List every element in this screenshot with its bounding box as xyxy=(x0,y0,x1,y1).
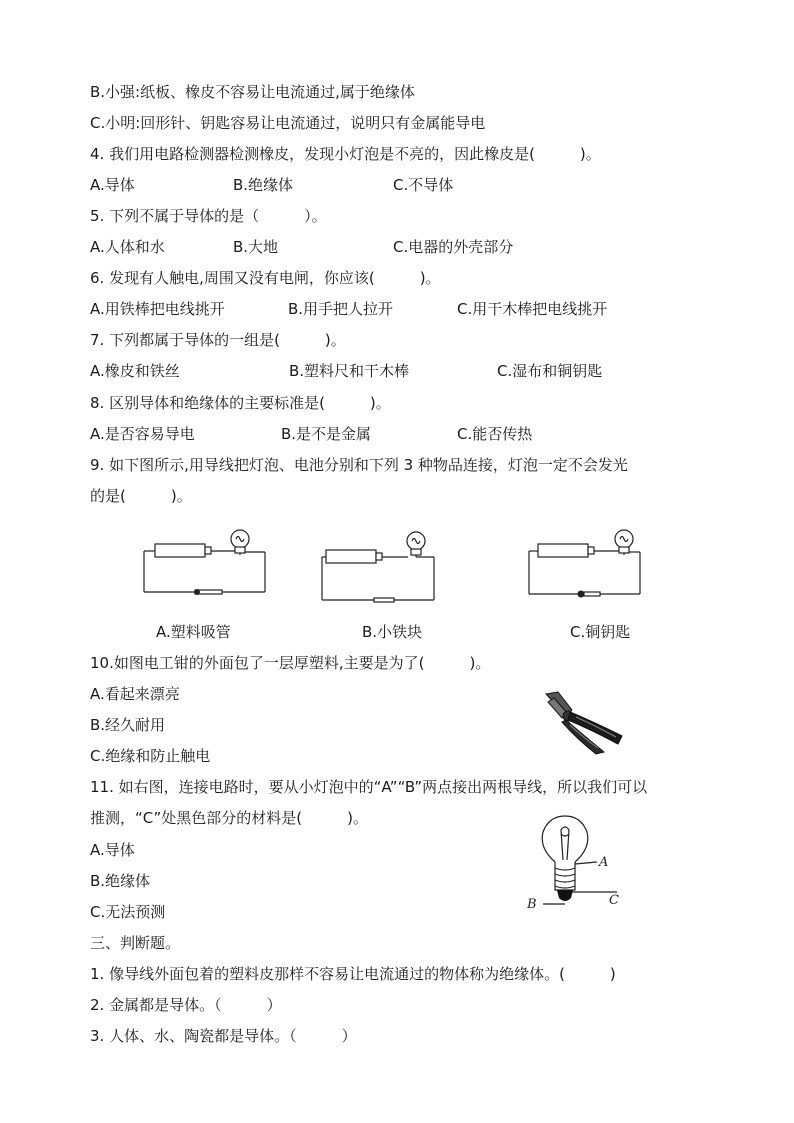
q6-option-b: B.用手把人拉开 xyxy=(288,300,394,318)
q4-stem: 4. 我们用电路检测器检测橡皮，发现小灯泡是不亮的，因此橡皮是( )。 xyxy=(90,145,601,163)
q5-option-b: B.大地 xyxy=(233,238,279,256)
q11-stem-line2: 推测，“C”处黑色部分的材料是( )。 xyxy=(90,809,368,827)
q9-stem-line1: 9. 如下图所示,用导线把灯泡、电池分别和下列 3 种物品连接，灯泡一定不会发光 xyxy=(90,456,628,474)
bulb-label-a: A xyxy=(599,855,609,870)
q6-option-a: A.用铁棒把电线挑开 xyxy=(90,300,225,318)
q11-option-b: B.绝缘体 xyxy=(90,872,151,890)
judge-1: 1. 像导线外面包着的塑料皮那样不容易让电流通过的物体称为绝缘体。( ) xyxy=(90,965,616,983)
q5-option-c: C.电器的外壳部分 xyxy=(393,238,514,256)
judge-2: 2. 金属都是导体。（ ） xyxy=(90,996,282,1014)
circuit-diagram-b xyxy=(316,522,451,607)
q7-option-c: C.湿布和铜钥匙 xyxy=(497,362,603,380)
q4-option-c: C.不导体 xyxy=(393,176,454,194)
q7-option-b: B.塑料尺和干木棒 xyxy=(289,362,410,380)
q7-stem: 7. 下列都属于导体的一组是( )。 xyxy=(90,331,346,349)
q8-option-b: B.是不是金属 xyxy=(281,425,372,443)
circuit-diagram-c xyxy=(524,522,659,607)
q4-option-a: A.导体 xyxy=(90,176,135,194)
q11-option-a: A.导体 xyxy=(90,841,135,859)
q9-caption-a: A.塑料吸管 xyxy=(156,623,231,641)
q3-option-c: C.小明:回形针、钥匙容易让电流通过，说明只有金属能导电 xyxy=(90,114,486,132)
q5-option-a: A.人体和水 xyxy=(90,238,165,256)
q6-option-c: C.用干木棒把电线挑开 xyxy=(457,300,608,318)
q6-stem: 6. 发现有人触电,周围又没有电闸，你应该( )。 xyxy=(90,269,441,287)
section-3-heading: 三、判断题。 xyxy=(90,934,181,952)
q10-stem: 10.如图电工钳的外面包了一层厚塑料,主要是为了( )。 xyxy=(90,654,491,672)
q8-option-c: C.能否传热 xyxy=(457,425,533,443)
q8-stem: 8. 区别导体和绝缘体的主要标准是( )。 xyxy=(90,394,391,412)
q9-stem-line2: 的是( )。 xyxy=(90,487,192,505)
q10-option-b: B.经久耐用 xyxy=(90,716,166,734)
q9-caption-b: B.小铁块 xyxy=(362,623,423,641)
q10-option-a: A.看起来漂亮 xyxy=(90,685,180,703)
pliers-illustration xyxy=(544,690,626,754)
q5-stem: 5. 下列不属于导体的是（ ）。 xyxy=(90,207,327,225)
judge-3: 3. 人体、水、陶瓷都是导体。（ ） xyxy=(90,1027,357,1045)
q4-option-b: B.绝缘体 xyxy=(233,176,294,194)
q11-stem-line1: 11. 如右图，连接电路时，要从小灯泡中的“A”“B”两点接出两根导线，所以我们可以 xyxy=(90,778,648,796)
q10-option-c: C.绝缘和防止触电 xyxy=(90,747,211,765)
q7-option-a: A.橡皮和铁丝 xyxy=(90,362,180,380)
light-bulb-illustration xyxy=(525,812,625,916)
q11-option-c: C.无法预测 xyxy=(90,903,166,921)
q8-option-a: A.是否容易导电 xyxy=(90,425,195,443)
bulb-label-c: C xyxy=(609,893,619,908)
circuit-diagram-a xyxy=(140,522,275,607)
q3-option-b: B.小强:纸板、橡皮不容易让电流通过,属于绝缘体 xyxy=(90,83,415,101)
bulb-label-b: B xyxy=(527,897,537,912)
q9-caption-c: C.铜钥匙 xyxy=(570,623,631,641)
